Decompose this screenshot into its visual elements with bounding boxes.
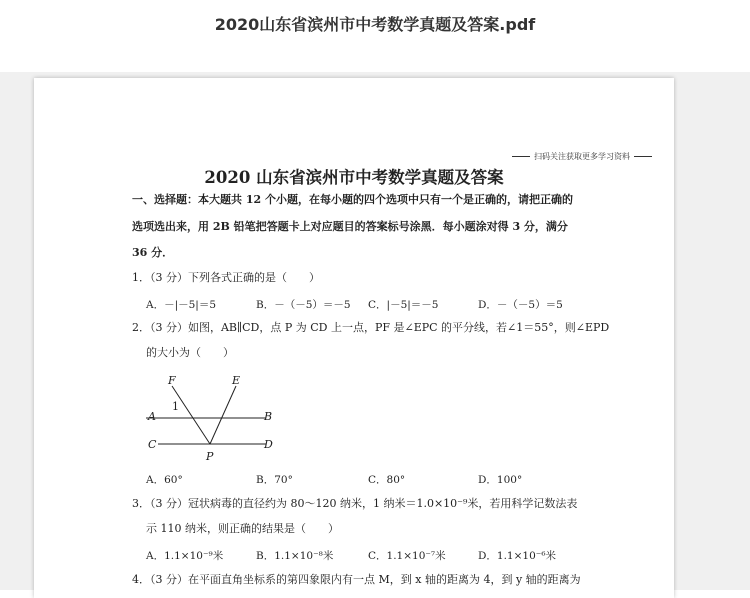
watermark-text: 扫码关注获取更多学习资料 (508, 151, 656, 162)
q3-option-d: D．1.1×10⁻⁶米 (478, 550, 557, 562)
label-a: A (148, 410, 156, 423)
document-title: 2020 山东省滨州市中考数学真题及答案 (204, 168, 504, 187)
question-2-line1: 2．（3 分）如图，AB∥CD，点 P 为 CD 上一点，PF 是∠EPC 的平分线，若∠1＝55°，则∠EPD (132, 321, 610, 334)
label-d: D (264, 438, 273, 451)
question-2-line2: 的大小为（ ） (146, 346, 234, 359)
q3-option-c: C．1.1×10⁻⁷米 (368, 550, 446, 562)
section-heading-line1: 一、选择题：本大题共 12 个小题，在每小题的四个选项中只有一个是正确的，请把正确的 (132, 193, 573, 206)
window-title: 2020山东省滨州市中考数学真题及答案.pdf (214, 15, 536, 34)
section-heading-line2: 选项选出来，用 2B 铅笔把答题卡上对应题目的答案标号涂黑．每小题涂对得 3 分，满分 (132, 220, 568, 233)
label-p: P (206, 450, 214, 463)
q1-option-c: C．|－5|＝－5 (368, 299, 439, 311)
question-4-line1: 4．（3 分）在平面直角坐标系的第四象限内有一点 M，到 x 轴的距离为 4，到 y 轴的距离为 (132, 573, 581, 586)
label-f: F (168, 374, 176, 387)
q2-option-b: B．70° (256, 474, 293, 486)
q3-option-a: A．1.1×10⁻⁹米 (146, 550, 224, 562)
q1-option-a: A．－|－5|＝5 (146, 299, 217, 311)
q2-option-a: A．60° (146, 474, 183, 486)
pdf-page (34, 78, 674, 598)
q1-option-d: D．－（－5）＝5 (478, 299, 563, 311)
label-b: B (264, 410, 273, 423)
label-e: E (232, 374, 241, 387)
title-bar (0, 0, 750, 73)
line-pf (172, 386, 210, 444)
question-3-line1: 3．（3 分）冠状病毒的直径约为 80～120 纳米，1 纳米＝1.0×10⁻⁹米，若用科学记数法表 (132, 497, 578, 510)
section-heading-line3: 36 分． (132, 246, 174, 259)
question-1-stem: 1．（3 分）下列各式正确的是（ ） (132, 271, 320, 284)
label-angle-1: 1 (172, 400, 179, 413)
q2-option-d: D．100° (478, 474, 523, 486)
q3-option-b: B．1.1×10⁻⁸米 (256, 550, 334, 562)
line-pe (210, 386, 236, 444)
question-3-line2: 示 110 纳米，则正确的结果是（ ） (146, 522, 339, 535)
label-c: C (148, 438, 157, 451)
q2-option-c: C．80° (368, 474, 406, 486)
geometry-figure (146, 374, 286, 464)
q1-option-b: B．－（－5）＝－5 (256, 299, 351, 311)
